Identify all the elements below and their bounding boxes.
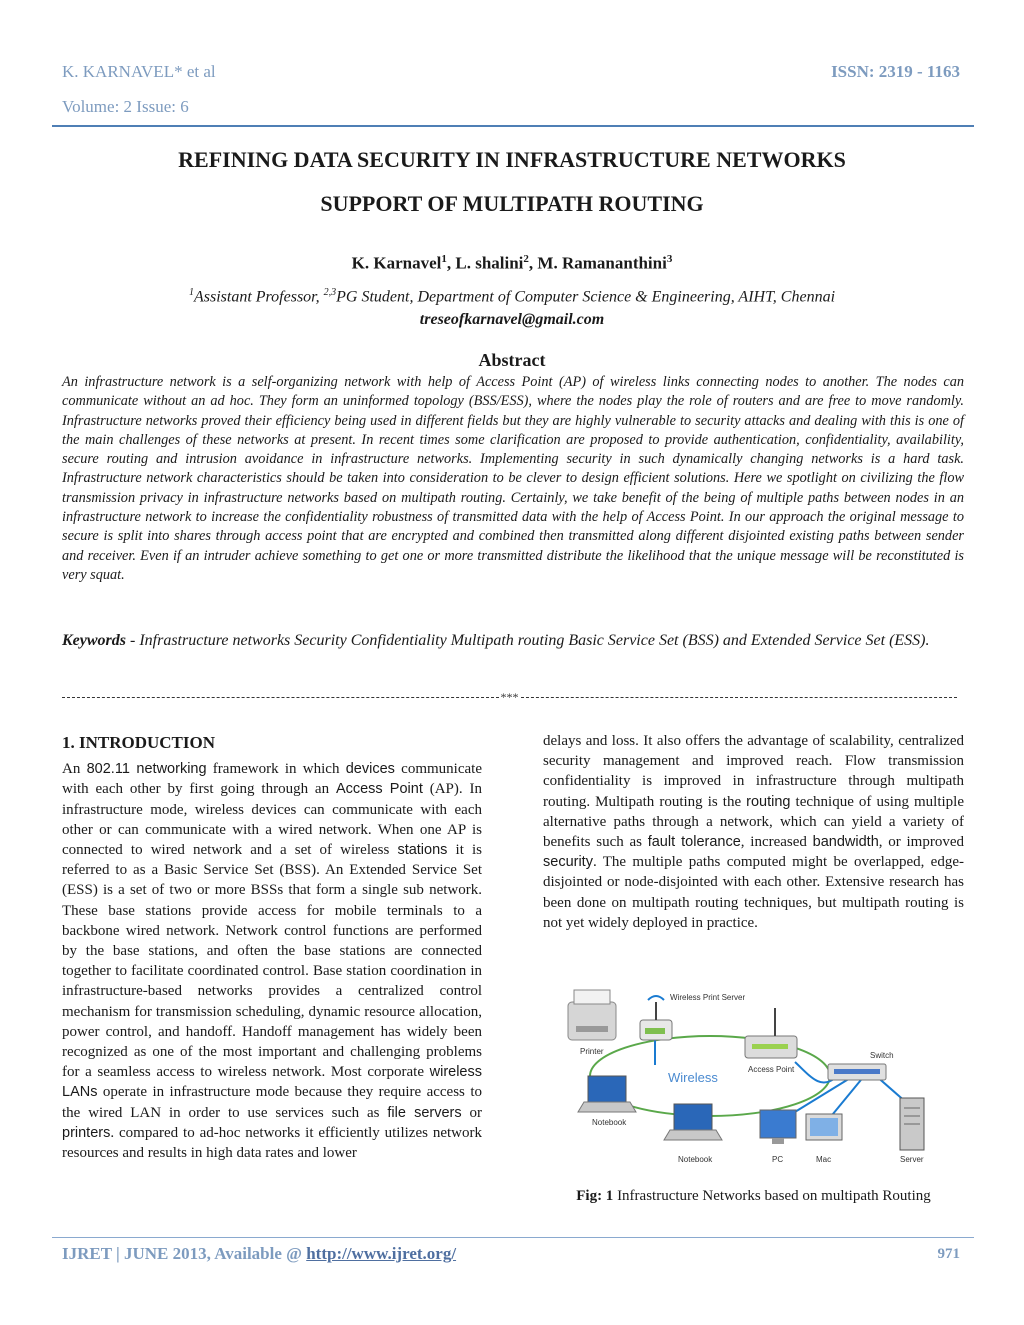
intro-s9: it is referred to as a Basic Service Set (BSS). An Extended Service Set (ESS) is a set of two or more BSSs that form a single sub network. These base stations provide access for mobile terminals to a backbone wired network. Network control functions are performed by the base stations, and often the base stations are connected together to facilitate coordinated control. Base station coordination in infrastructure-based networks provides a centralized control mechanism for transmission scheduling, dynamic resource allocation, power control, and handoff. Handoff management has widely been recognized as one of the most important and challenging problems for a seamless access to wireless network. Most corporate [62,842,482,1081]
abstract-text: An infrastructure network is a self-organizing network with help of Access Point (AP) of wireless links connecting nodes to another. The nodes can communicate without an ad hoc. They form an uninformed topology (BSS/ESS), where the nodes play the role of routers and are free to move randomly. Infrastructure networks proved their efficiency being used in different fields but they are highly vulnerable to security attacks and dealing with this is one of the main challenges of these networks at present. In recent times some clarification are proposed to provide authentication, confidentiality, availability, secure routing and intrusion avoidance in infrastructure networks. Implementing security in such dynamically changing networks is a hard task. Infrastructure network characteristics should be taken into consideration to be clever to design efficient solutions. Here we spotlight on civilizing the flow transmission privacy in infrastructure networks based on multipath routing. Certainly, we take benefit of the being of multiple paths between nodes in an infrastructure network to increase the confidentiality robustness of transmitted data with the help of Access Point. In our approach the original message to secure is split into shares through access point that are encrypted and combined then transmitted along different disjointed existing paths between sender and receiver. Even if an intruder achieve something to get one or more transmitted distribute the likelihood that the unique message will be reconstituted is very squat. [62,374,964,583]
label-notebook-2: Notebook [678,1155,713,1164]
affil-part1: Assistant Professor, [193,288,324,306]
author-1-sup: 1 [441,253,447,265]
right-r9: . The multiple paths computed might be overlapped, edge-disjointed or node-disjointed with each other. Extensive research has been done on multipath routing techniques, but multipath routing is not yet widely deployed in practice. [543,854,964,931]
server-icon [900,1098,924,1150]
figure-caption [543,1188,964,1205]
link-wireless-lans[interactable]: wireless LANs [62,1064,482,1101]
link-access-point[interactable]: Access Point [335,781,423,798]
header-authors: K. KARNAVEL* et al [62,62,216,81]
link-bandwidth[interactable]: bandwidth [812,834,879,851]
separator-stars: *** [500,690,519,704]
notebook-icon-2 [664,1104,722,1140]
access-point-icon [745,1008,797,1058]
notebook-icon-1 [578,1076,636,1112]
author-3-sup: 3 [666,253,673,265]
author-2-sup: 2 [523,253,529,265]
right-r3: technique of using multiple alternative paths through a network, which can yield a variety of benefits such as [543,793,964,851]
cable-mac [828,1075,865,1120]
footer-journal [62,1244,456,1264]
network-figure [560,980,960,1172]
print-server-icon [640,996,672,1040]
affil-sup2: 2,3 [323,287,337,298]
affil-part2: PG Student, Department of Computer Science & Engineering, AIHT, Chennai [336,288,836,306]
footer-url-link[interactable]: http://www.ijret.org/ [306,1244,457,1263]
network-diagram [560,980,960,1172]
right-r7: , or improved [878,834,964,851]
affiliation [0,287,1024,306]
header-volume: Volume: 2 Issue: 6 [62,97,189,116]
link-fault-tolerance[interactable]: fault tolerance [647,834,741,851]
intro-s1: An [62,761,87,778]
right-r1: delays and loss. It also offers the advantage of scalability, centralized security management and improved reach. Flow transmission confidentiality is improved in infrastructure through multipath routing. Multipath routing is the [543,733,964,810]
switch-icon [828,1064,886,1080]
label-notebook-1: Notebook [592,1118,627,1127]
label-printer: Printer [580,1047,604,1056]
link-80211-networking[interactable]: 802.11 networking [86,761,207,778]
intro-s3: framework in which [206,761,346,778]
pc-icon [760,1110,796,1144]
separator-dash-right [521,697,958,698]
link-file-servers[interactable]: file servers [387,1104,462,1121]
separator-dash-left [62,697,499,698]
label-access-point: Access Point [748,1065,795,1074]
affil-sup1: 1 [188,287,194,298]
figure-caption-text: Infrastructure Networks based on multipath Routing [613,1188,931,1204]
figure-caption-label: Fig: 1 [576,1188,614,1204]
author-1: K. Karnavel [351,253,442,273]
label-wireless: Wireless [668,1070,718,1085]
right-r5: , increased [740,834,813,851]
footer-rule [52,1237,974,1238]
label-server: Server [900,1155,924,1164]
intro-s11: operate in infrastructure mode because they require access to the wired LAN in order to use services such as [62,1084,482,1121]
keywords [62,626,964,656]
link-routing[interactable]: routing [746,793,791,810]
link-security[interactable]: security [543,854,593,871]
footer-journal-text: IJRET | JUNE 2013, Available @ [62,1244,307,1263]
label-pc: PC [772,1155,784,1164]
label-switch: Switch [870,1051,894,1060]
section-separator [62,690,957,705]
author-3: , M. Ramananthini [528,253,667,273]
abstract-heading: Abstract [478,350,546,370]
mac-icon [806,1114,842,1140]
intro-heading: 1. INTRODUCTION [62,733,216,752]
header-issn: ISSN: 2319 - 1163 [831,62,960,81]
keywords-label: Keywords [62,632,126,649]
author-email: treseofkarnavel@gmail.com [419,311,605,328]
intro-s7: (AP). In infrastructure mode, wireless devices can communicate with each other or can communicate with a wired network. When one AP is connected to wired network and a set of wireless [62,781,482,859]
link-printers[interactable]: printers [62,1124,111,1141]
intro-s13: or [461,1104,482,1121]
left-column [62,731,482,1163]
page-number: 971 [937,1246,960,1262]
label-wireless-print-server: Wireless Print Server [670,993,746,1002]
printer-icon [568,990,616,1040]
intro-paragraph [62,759,482,1163]
paper-title-line2: SUPPORT OF MULTIPATH ROUTING [320,191,704,216]
link-stations[interactable]: stations [397,842,448,859]
author-list [0,253,1024,274]
link-devices[interactable]: devices [345,761,395,778]
paper-title-line1: REFINING DATA SECURITY IN INFRASTRUCTURE NETWORKS [178,147,846,172]
keywords-text: - Infrastructure networks Security Confidentiality Multipath routing Basic Service Set (BSS) and Extended Service Set (ESS). [126,632,930,649]
intro-s15: . compared to ad-hoc networks it efficiently utilizes network resources and results in high data rates and lower [62,1124,482,1162]
author-2: , L. shalini [446,253,524,273]
intro-s5: communicate with each other by first going through an [62,761,482,798]
right-column [543,731,964,933]
label-mac: Mac [816,1155,832,1164]
header-rule [52,125,974,127]
